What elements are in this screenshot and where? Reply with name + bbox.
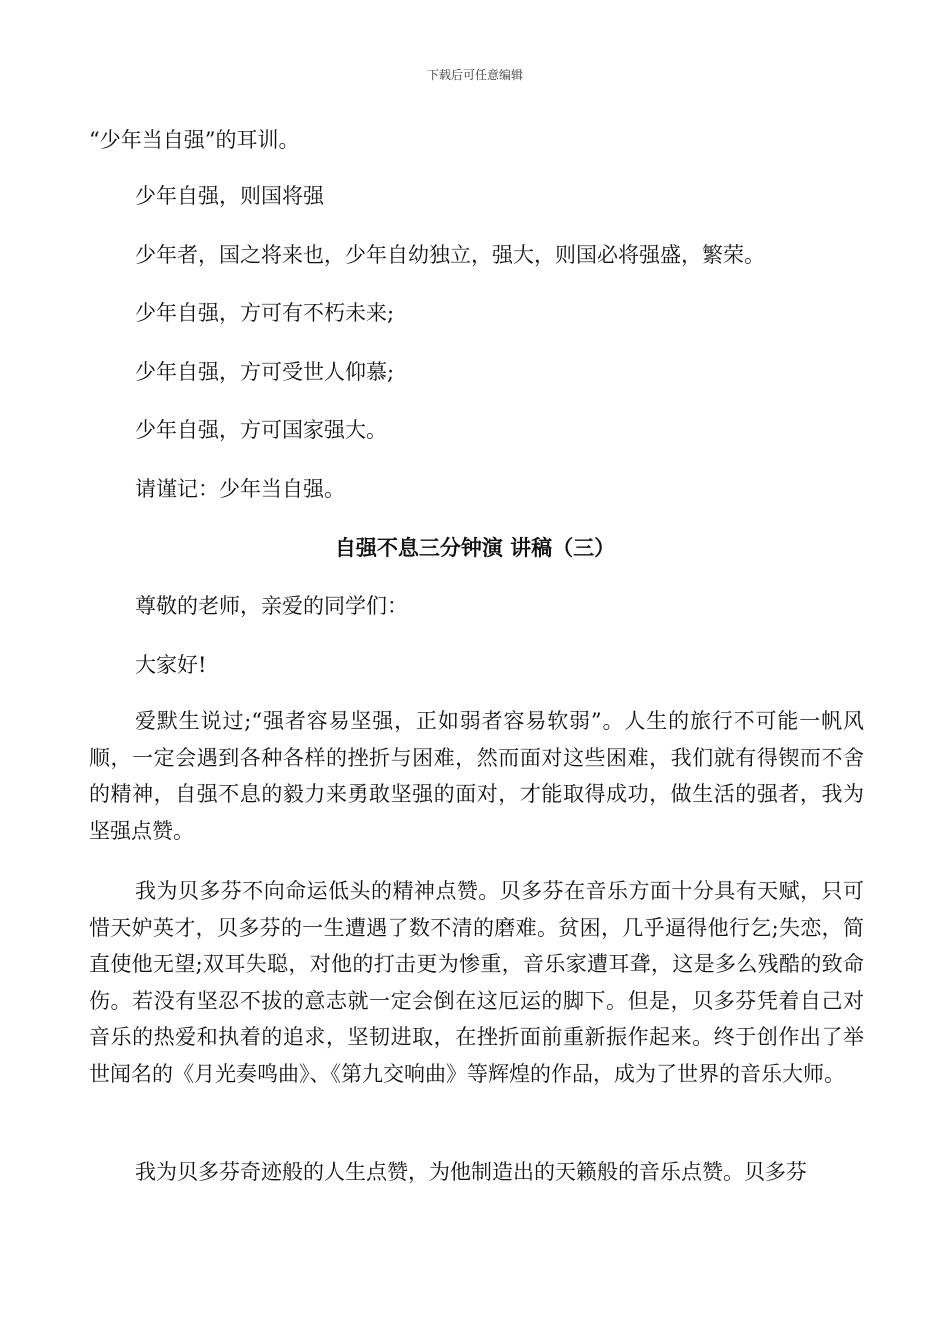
text-line-2: 少年自强，则国将强 [135, 184, 324, 208]
greeting-line: 尊敬的老师，亲爱的同学们： [135, 594, 408, 618]
section-title: 自强不息三分钟演 讲稿（三） [334, 536, 616, 560]
text-line-7: 请谨记：少年当自强。 [135, 477, 345, 501]
text-line-1: “少年当自强”的耳训。 [89, 128, 300, 152]
paragraph-3: 我为贝多芬奇迹般的人生点赞，为他制造出的天籁般的音乐点赞。贝多芬 [135, 1160, 807, 1184]
paragraph-1: 爱默生说过;“强者容易坚强，正如弱者容易软弱”。人生的旅行不可能一帆风顺，一定会遇到各种各样的挫折与困难，然而面对这些困难，我们就有得锲而不舍的精神，自强不息的毅力来勇敢坚强的面对，才能取得成功，做生活的强者，我为坚强点赞。 [89, 709, 864, 843]
text-line-3: 少年者，国之将来也，少年自幼独立，强大，则国必将强盛，繁荣。 [135, 243, 765, 267]
text-line-5: 少年自强，方可受世人仰慕; [135, 360, 395, 384]
text-line-6: 少年自强，方可国家强大。 [135, 418, 387, 442]
text-line-4: 少年自强，方可有不朽未来; [135, 301, 395, 325]
paragraph-2: 我为贝多芬不向命运低头的精神点赞。贝多芬在音乐方面十分具有天赋，只可惜天妒英才，贝多芬的一生遭遇了数不清的磨难。贫困，几乎逼得他行乞;失恋，简直使他无望;双耳失聪，对他的打击更为惨重，音乐家遭耳聋，这是多么残酷的致命伤。若没有坚忍不拔的意志就一定会倒在这厄运的脚下。但是，贝多芬凭着自己对音乐的热爱和执着的追求，坚韧进取，在挫折面前重新振作起来。终于创作出了举世闻名的《月光奏鸣曲》、《第九交响曲》等辉煌的作品，成为了世界的音乐大师。 [89, 879, 864, 1086]
hello-line: 大家好! [135, 653, 207, 677]
page-header-note: 下载后可任意编辑 [426, 68, 523, 82]
